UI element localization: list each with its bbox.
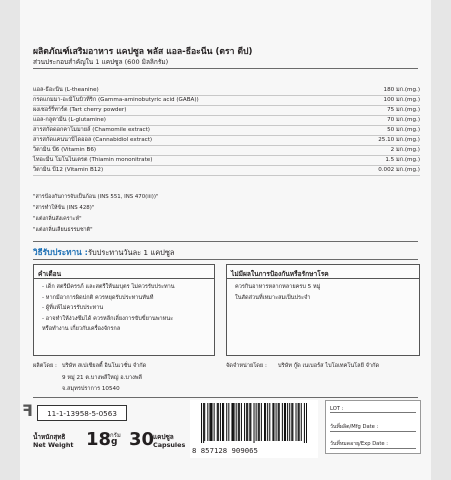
manufacturer-line: บริษัท สเปเชียลตี้ อินโนเวชั่น จำกัด — [62, 363, 147, 369]
barcode-bar — [298, 403, 299, 441]
ingredient-name: วิตามิน บี12 (Vitamin B12) — [33, 167, 104, 174]
ingredient-row — [33, 136, 420, 146]
barcode-bar — [247, 403, 248, 441]
warning-line: หรือทำงาน เกี่ยวกับเครื่องจักรกล — [42, 326, 121, 333]
barcode-bar — [279, 403, 280, 441]
ingredient-name: แอล-ธีอะนีน (L-theanine) — [33, 87, 99, 94]
ingredient-row — [33, 126, 420, 136]
usage-heading: วิธีรับประทาน : — [33, 247, 88, 257]
disclaimer-heading: ไม่มีผลในการป้องกันหรือรักษาโรค — [227, 265, 419, 279]
usage-text: รับประทานวันละ 1 แคปซูล — [88, 248, 175, 257]
barcode-bar — [223, 403, 224, 441]
barcode-bar — [278, 403, 279, 441]
header-divider — [33, 68, 418, 69]
manufacturer-line: 9 หมู่ 21 ต.บางพลีใหญ่ อ.บางพลี — [62, 374, 142, 381]
lot-box — [325, 400, 421, 454]
warning-line: - อาจทำให้ง่วงซึมได้ ควรหลีกเลี่ยงการขับขี่ยานพาหนะ — [42, 315, 174, 322]
barcode-bar — [249, 403, 250, 441]
barcode-bar — [292, 403, 293, 441]
ingredient-amount: 1.5 มก.(mg.) — [385, 157, 420, 164]
barcode-bar — [256, 403, 257, 441]
ingredient-name: วิตามิน บี6 (Vitamin B6) — [33, 147, 97, 154]
additive-note: "แต่งกลิ่นเลียนธรรมชาติ" — [33, 227, 93, 233]
barcode-bar — [250, 403, 251, 441]
ingredient-name: แอล-กลูตามีน (L-glutamine) — [33, 117, 106, 124]
fda-number: 11-1-13958-5-0563 — [37, 405, 127, 421]
disclaimer-line: ควรกินอาหารหลากหลายครบ 5 หมู่ — [235, 284, 321, 290]
capsule-unit-thai: แคปซูล — [153, 433, 174, 441]
warning-box — [33, 264, 215, 356]
barcode-bar — [287, 403, 288, 441]
ingredient-row — [33, 166, 420, 176]
barcode-bar — [272, 403, 273, 441]
warning-line: - หากมีอาการผิดปกติ ควรหยุดรับประทานทันที — [42, 294, 154, 301]
ingredient-row — [33, 116, 420, 126]
ingredient-amount: 0.002 มก.(mg.) — [378, 167, 420, 174]
additive-note: "สารป้องกันการจับเป็นก้อน (INS 551, INS 470(iii))" — [33, 194, 159, 200]
weight-value: 18 — [86, 429, 112, 450]
warning-line: - เด็ก สตรีมีครรภ์ และสตรีให้นมบุตร ไม่ควรรับประทาน — [42, 284, 175, 290]
barcode-bar — [244, 403, 245, 441]
barcode-bar — [201, 403, 202, 443]
barcode-bar — [259, 403, 260, 441]
manufacturer-line: จ.สมุทรปราการ 10540 — [62, 386, 120, 392]
barcode-digits: 8 857128 909065 — [192, 446, 258, 455]
exp-date-label: วันที่หมดอายุ/Exp Date : — [330, 440, 416, 449]
ingredient-name: กรดแกมมา-อะมิโนบิวทีริก (Gamma-aminobutyric acid (GABA)) — [33, 97, 199, 104]
barcode-bar — [228, 403, 229, 441]
warning-line: - ผู้ที่แพ้ไม่ควรรับประทาน — [42, 305, 104, 312]
barcode-bar — [222, 403, 223, 441]
barcode-bar — [239, 403, 240, 441]
barcode-bar — [264, 403, 265, 441]
barcode-bar — [217, 403, 218, 441]
ingredient-row — [33, 156, 420, 166]
warning-heading: คำเตือน — [34, 265, 214, 279]
ingredient-amount: 180 มก.(mg.) — [383, 87, 420, 94]
barcode-bars — [201, 403, 307, 443]
usage-top-divider — [33, 241, 418, 242]
distributor-label: จัดจำหน่ายโดย : — [226, 363, 267, 369]
barcode-bar — [261, 403, 262, 441]
barcode-bar — [285, 403, 286, 441]
barcode-bar — [258, 403, 259, 441]
barcode-bar — [231, 403, 232, 441]
barcode-bar — [273, 403, 274, 441]
barcode-bar — [284, 403, 285, 441]
barcode-bar — [289, 403, 290, 441]
barcode-bar — [296, 403, 297, 441]
barcode-bar — [214, 403, 215, 441]
additive-note: "แต่งกลิ่นสังเคราะห์" — [33, 216, 82, 222]
ingredient-amount: 70 มก.(mg.) — [387, 117, 420, 124]
barcode-bar — [203, 403, 204, 443]
manufacturer-label: ผลิตโดย : — [33, 363, 57, 369]
ingredient-row — [33, 96, 420, 106]
barcode-bar — [254, 403, 255, 443]
capsule-unit: Capsules — [153, 441, 186, 449]
barcode-bar — [265, 403, 266, 441]
weight-unit: g — [111, 437, 118, 447]
ingredient-name: สารสกัดแคนนาบิไดออล (Cannabidiol extract) — [33, 137, 153, 144]
ingredient-row — [33, 106, 420, 116]
barcode-bar — [304, 403, 305, 443]
disclaimer-box — [226, 264, 420, 356]
barcode-bar — [276, 403, 277, 441]
barcode-bar — [212, 403, 213, 441]
barcode-bar — [282, 403, 283, 441]
barcode-bar — [218, 403, 219, 441]
product-title: ผลิตภัณฑ์เสริมอาหาร แคปซูล พลัส แอล-ธีอะนีน (ตรา ดีป) — [33, 47, 253, 57]
barcode-bar — [301, 403, 302, 441]
ingredient-amount: 2 มก.(mg.) — [390, 147, 420, 154]
capsule-count: 30 — [129, 429, 155, 450]
barcode-bar — [234, 403, 235, 441]
ingredient-row — [33, 86, 420, 96]
barcode — [190, 400, 318, 458]
barcode-bar — [291, 403, 292, 441]
barcode-bar — [246, 403, 247, 441]
ingredients-subtitle: ส่วนประกอบสำคัญใน 1 แคปซูล (600 มิลลิกรัม) — [33, 58, 169, 66]
barcode-bar — [210, 403, 211, 441]
barcode-bar — [241, 403, 242, 441]
ingredient-amount: 100 มก.(mg.) — [383, 97, 420, 104]
barcode-bar — [220, 403, 221, 441]
barcode-bar — [209, 403, 210, 441]
ingredient-amount: 25.10 มก.(mg.) — [378, 137, 420, 144]
barcode-bar — [207, 403, 208, 441]
disclaimer-line: ในสัดส่วนที่เหมาะสมเป็นประจำ — [235, 294, 311, 301]
ingredient-amount: 50 มก.(mg.) — [387, 127, 420, 134]
weight-unit-thai: กรัม — [110, 432, 121, 439]
barcode-bar — [238, 403, 239, 441]
barcode-bar — [233, 403, 234, 441]
barcode-bar — [236, 403, 237, 441]
net-weight-thai-label: น้ำหนักสุทธิ — [33, 433, 66, 441]
barcode-bar — [226, 403, 227, 441]
ingredient-name: สารสกัดดอกคาโมมายล์ (Chamomile extract) — [33, 127, 150, 134]
distributor-name: บริษัท กู๊ด เนเบอร์ส ไบโอเทคโนโลยี จำกัด — [278, 363, 380, 369]
barcode-bar — [269, 403, 270, 441]
mfg-date-label: วันที่ผลิต/Mfg Date : — [330, 423, 416, 432]
ingredient-row — [33, 146, 420, 156]
usage-bottom-divider — [33, 259, 418, 260]
barcode-bar — [204, 403, 205, 441]
manufacturer-address — [62, 361, 146, 396]
barcode-bar — [267, 403, 268, 441]
barcode-bar — [306, 403, 307, 443]
fda-logo: ꟻ — [22, 401, 33, 420]
lot-label: LOT : — [330, 406, 416, 413]
footer-divider — [33, 397, 418, 398]
additive-note: "สารทำให้ข้น (INS 428)" — [33, 205, 95, 211]
barcode-bar — [299, 403, 300, 441]
ingredient-amount: 75 มก.(mg.) — [387, 107, 420, 114]
ingredient-name: ไทอะมีน โมโนไนเตรต (Thiamin mononitrate) — [33, 157, 153, 164]
net-weight-en-label: Net Weight — [33, 441, 74, 449]
ingredient-name: ผงเชอร์รี่ทาร์ต (Tart cherry powder) — [33, 107, 127, 114]
